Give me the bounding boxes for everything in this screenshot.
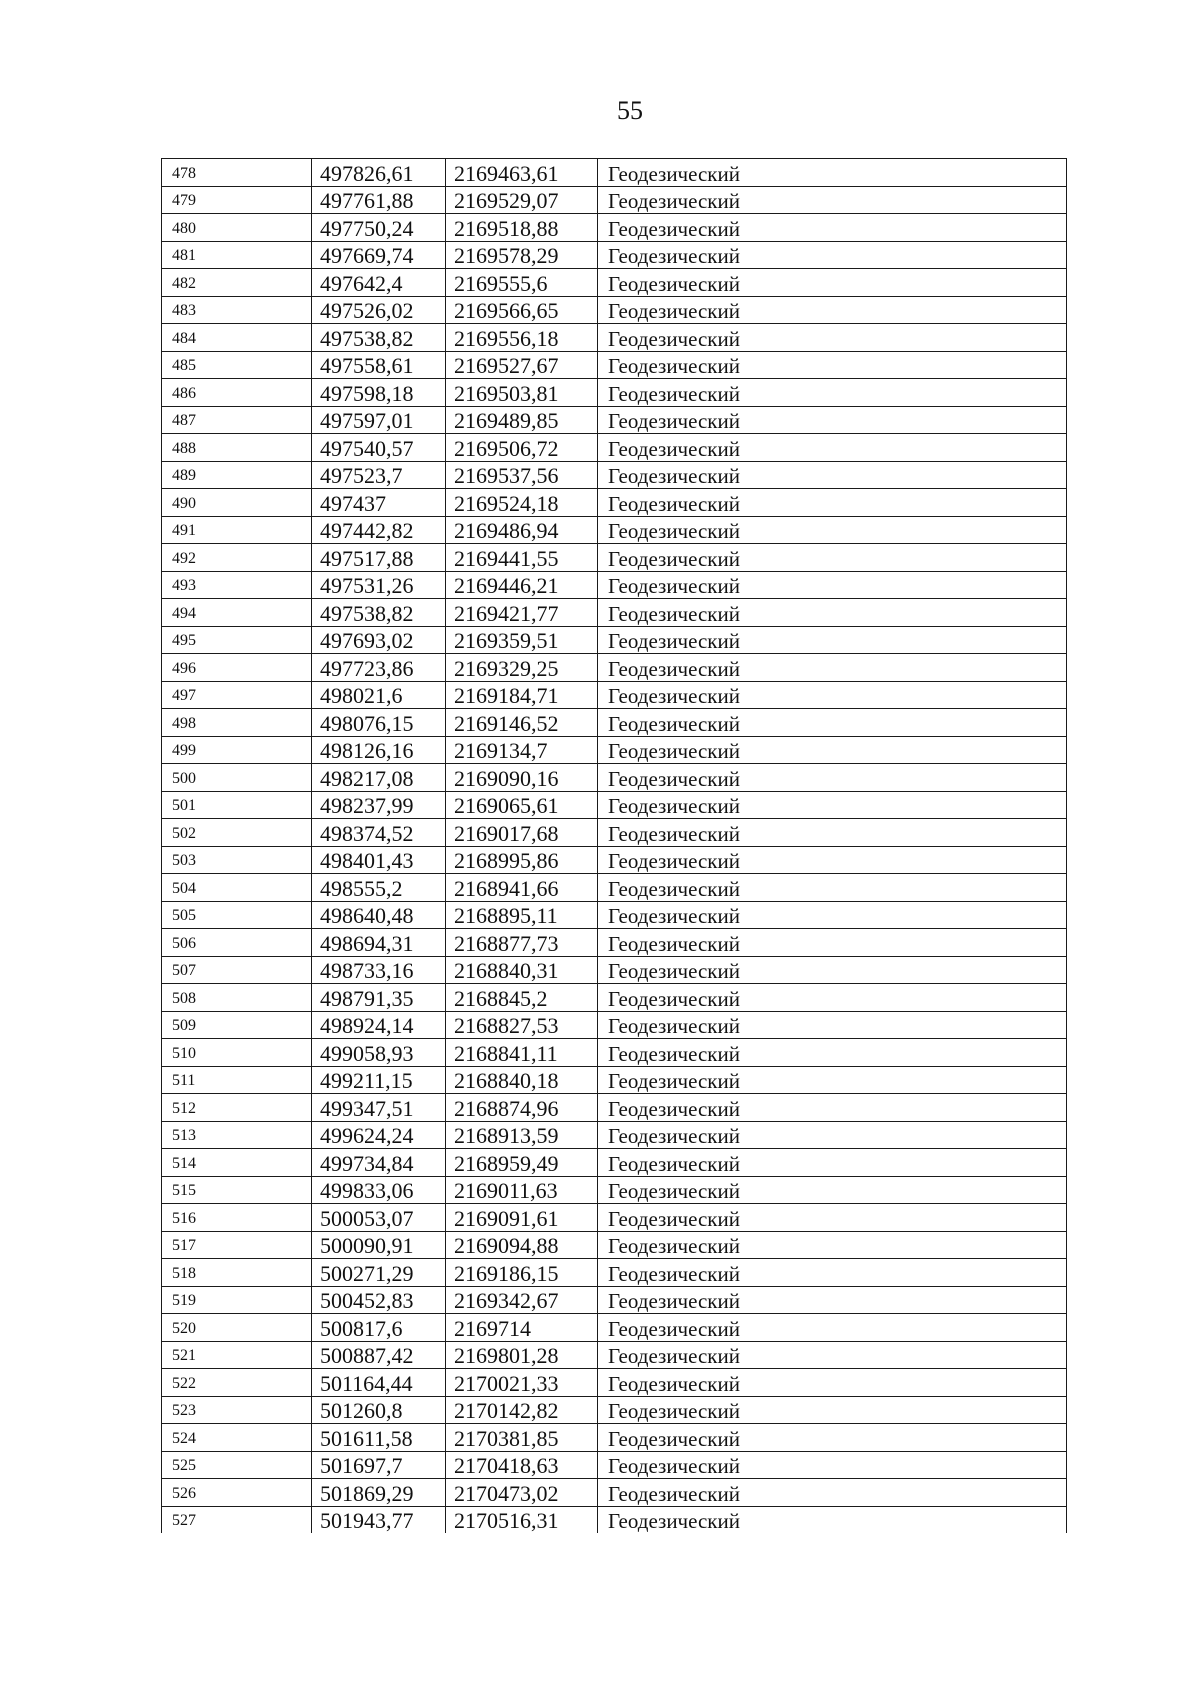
- coordinate-y-cell: 2169566,65: [446, 296, 598, 324]
- table-row: [162, 571, 1067, 599]
- point-number-cell: 519: [162, 1286, 312, 1314]
- table-row: [162, 846, 1067, 874]
- coordinate-y-cell: 2169017,68: [446, 819, 598, 847]
- coordinate-x-cell: 500271,29: [312, 1259, 446, 1287]
- coordinate-y-cell: 2168845,2: [446, 984, 598, 1012]
- coordinate-y-cell: 2169714: [446, 1314, 598, 1342]
- coordinate-y-cell: 2169527,67: [446, 351, 598, 379]
- coordinate-y-cell: 2169503,81: [446, 379, 598, 407]
- table-row: [162, 1286, 1067, 1314]
- point-number-cell: 495: [162, 626, 312, 654]
- coordinate-y-cell: 2168841,11: [446, 1039, 598, 1067]
- point-number-cell: 523: [162, 1396, 312, 1424]
- point-number-cell: 525: [162, 1451, 312, 1479]
- point-number-cell: 491: [162, 516, 312, 544]
- coordinate-x-cell: 497761,88: [312, 186, 446, 214]
- point-number-cell: 497: [162, 681, 312, 709]
- point-number-cell: 478: [162, 159, 312, 187]
- point-number-cell: 512: [162, 1094, 312, 1122]
- coordinate-x-cell: 501943,77: [312, 1506, 446, 1533]
- coordinate-y-cell: 2169537,56: [446, 461, 598, 489]
- point-type-cell: Геодезический: [598, 379, 1067, 407]
- coordinate-x-cell: 497642,4: [312, 269, 446, 297]
- table-row: [162, 1231, 1067, 1259]
- coordinate-x-cell: 497517,88: [312, 544, 446, 572]
- coordinate-y-cell: 2169529,07: [446, 186, 598, 214]
- coordinate-y-cell: 2169065,61: [446, 791, 598, 819]
- point-type-cell: Геодезический: [598, 764, 1067, 792]
- coordinate-x-cell: 498924,14: [312, 1011, 446, 1039]
- point-type-cell: Геодезический: [598, 269, 1067, 297]
- coordinate-x-cell: 497531,26: [312, 571, 446, 599]
- coordinate-x-cell: 498401,43: [312, 846, 446, 874]
- coordinate-x-cell: 498640,48: [312, 901, 446, 929]
- point-number-cell: 498: [162, 709, 312, 737]
- point-number-cell: 521: [162, 1341, 312, 1369]
- coordinate-x-cell: 497558,61: [312, 351, 446, 379]
- point-number-cell: 490: [162, 489, 312, 517]
- table-row: [162, 1314, 1067, 1342]
- coordinate-x-cell: 499624,24: [312, 1121, 446, 1149]
- coordinate-x-cell: 498555,2: [312, 874, 446, 902]
- point-type-cell: Геодезический: [598, 214, 1067, 242]
- coordinate-x-cell: 499833,06: [312, 1176, 446, 1204]
- table-row: [162, 296, 1067, 324]
- point-type-cell: Геодезический: [598, 929, 1067, 957]
- table-row: [162, 489, 1067, 517]
- point-type-cell: Геодезический: [598, 1259, 1067, 1287]
- table-row: [162, 1039, 1067, 1067]
- coordinate-y-cell: 2169146,52: [446, 709, 598, 737]
- table-row: [162, 874, 1067, 902]
- table-row: [162, 214, 1067, 242]
- coordinate-y-cell: 2168827,53: [446, 1011, 598, 1039]
- coordinate-x-cell: 497538,82: [312, 324, 446, 352]
- coordinate-x-cell: 501260,8: [312, 1396, 446, 1424]
- point-type-cell: Геодезический: [598, 296, 1067, 324]
- table-row: [162, 819, 1067, 847]
- coordinate-x-cell: 498237,99: [312, 791, 446, 819]
- point-type-cell: Геодезический: [598, 791, 1067, 819]
- coordinate-x-cell: 498733,16: [312, 956, 446, 984]
- coordinate-y-cell: 2168874,96: [446, 1094, 598, 1122]
- coordinate-y-cell: 2168840,18: [446, 1066, 598, 1094]
- table-row: [162, 461, 1067, 489]
- coordinate-x-cell: 499734,84: [312, 1149, 446, 1177]
- coordinate-x-cell: 500817,6: [312, 1314, 446, 1342]
- point-number-cell: 507: [162, 956, 312, 984]
- point-number-cell: 506: [162, 929, 312, 957]
- point-type-cell: Геодезический: [598, 874, 1067, 902]
- point-number-cell: 489: [162, 461, 312, 489]
- coordinate-y-cell: 2169463,61: [446, 159, 598, 187]
- point-type-cell: Геодезический: [598, 1149, 1067, 1177]
- point-type-cell: Геодезический: [598, 1479, 1067, 1507]
- table-row: [162, 434, 1067, 462]
- point-number-cell: 511: [162, 1066, 312, 1094]
- point-number-cell: 501: [162, 791, 312, 819]
- coordinate-x-cell: 497526,02: [312, 296, 446, 324]
- coordinate-y-cell: 2169359,51: [446, 626, 598, 654]
- table-row: [162, 1121, 1067, 1149]
- table-row: [162, 1259, 1067, 1287]
- point-number-cell: 510: [162, 1039, 312, 1067]
- point-type-cell: Геодезический: [598, 709, 1067, 737]
- coordinate-y-cell: 2169524,18: [446, 489, 598, 517]
- point-type-cell: Геодезический: [598, 1506, 1067, 1533]
- point-type-cell: Геодезический: [598, 1011, 1067, 1039]
- point-number-cell: 515: [162, 1176, 312, 1204]
- coordinate-x-cell: 497693,02: [312, 626, 446, 654]
- coordinate-y-cell: 2168995,86: [446, 846, 598, 874]
- point-type-cell: Геодезический: [598, 1094, 1067, 1122]
- table-row: [162, 1506, 1067, 1533]
- table-row: [162, 1011, 1067, 1039]
- point-type-cell: Геодезический: [598, 571, 1067, 599]
- table-row: [162, 901, 1067, 929]
- coordinate-x-cell: 498217,08: [312, 764, 446, 792]
- point-number-cell: 484: [162, 324, 312, 352]
- coordinates-table-body: [162, 159, 1067, 1534]
- page-number: 55: [617, 96, 643, 125]
- point-type-cell: Геодезический: [598, 681, 1067, 709]
- coordinate-x-cell: 501697,7: [312, 1451, 446, 1479]
- coordinate-y-cell: 2169446,21: [446, 571, 598, 599]
- table-row: [162, 599, 1067, 627]
- coordinate-y-cell: 2169441,55: [446, 544, 598, 572]
- coordinate-y-cell: 2169489,85: [446, 406, 598, 434]
- coordinate-x-cell: 497442,82: [312, 516, 446, 544]
- point-type-cell: Геодезический: [598, 544, 1067, 572]
- table-row: [162, 406, 1067, 434]
- point-type-cell: Геодезический: [598, 1231, 1067, 1259]
- point-number-cell: 485: [162, 351, 312, 379]
- table-row: [162, 159, 1067, 187]
- coordinate-x-cell: 497523,7: [312, 461, 446, 489]
- point-number-cell: 487: [162, 406, 312, 434]
- coordinate-y-cell: 2170418,63: [446, 1451, 598, 1479]
- point-number-cell: 505: [162, 901, 312, 929]
- table-row: [162, 351, 1067, 379]
- table-row: [162, 544, 1067, 572]
- coordinate-y-cell: 2169091,61: [446, 1204, 598, 1232]
- coordinate-x-cell: 499058,93: [312, 1039, 446, 1067]
- point-type-cell: Геодезический: [598, 159, 1067, 187]
- table-row: [162, 379, 1067, 407]
- coordinate-y-cell: 2169184,71: [446, 681, 598, 709]
- point-type-cell: Геодезический: [598, 736, 1067, 764]
- table-row: [162, 1369, 1067, 1397]
- point-number-cell: 517: [162, 1231, 312, 1259]
- table-row: [162, 1479, 1067, 1507]
- point-type-cell: Геодезический: [598, 241, 1067, 269]
- point-number-cell: 496: [162, 654, 312, 682]
- point-type-cell: Геодезический: [598, 1396, 1067, 1424]
- table-row: [162, 1094, 1067, 1122]
- point-number-cell: 509: [162, 1011, 312, 1039]
- point-number-cell: 482: [162, 269, 312, 297]
- point-number-cell: 494: [162, 599, 312, 627]
- point-number-cell: 488: [162, 434, 312, 462]
- coordinate-x-cell: 498694,31: [312, 929, 446, 957]
- point-type-cell: Геодезический: [598, 1066, 1067, 1094]
- point-type-cell: Геодезический: [598, 846, 1067, 874]
- coordinate-y-cell: 2169421,77: [446, 599, 598, 627]
- table-row: [162, 324, 1067, 352]
- coordinate-y-cell: 2168913,59: [446, 1121, 598, 1149]
- point-type-cell: Геодезический: [598, 489, 1067, 517]
- coordinate-x-cell: 498021,6: [312, 681, 446, 709]
- point-type-cell: Геодезический: [598, 1121, 1067, 1149]
- coordinate-x-cell: 497723,86: [312, 654, 446, 682]
- coordinate-y-cell: 2169134,7: [446, 736, 598, 764]
- point-type-cell: Геодезический: [598, 516, 1067, 544]
- point-type-cell: Геодезический: [598, 461, 1067, 489]
- point-type-cell: Геодезический: [598, 434, 1067, 462]
- table-row: [162, 709, 1067, 737]
- point-number-cell: 524: [162, 1424, 312, 1452]
- coordinate-y-cell: 2168959,49: [446, 1149, 598, 1177]
- point-type-cell: Геодезический: [598, 599, 1067, 627]
- coordinate-y-cell: 2169329,25: [446, 654, 598, 682]
- point-type-cell: Геодезический: [598, 956, 1067, 984]
- coordinate-y-cell: 2169506,72: [446, 434, 598, 462]
- table-row: [162, 516, 1067, 544]
- coordinate-y-cell: 2169556,18: [446, 324, 598, 352]
- table-row: [162, 654, 1067, 682]
- point-number-cell: 504: [162, 874, 312, 902]
- coordinate-x-cell: 497750,24: [312, 214, 446, 242]
- coordinate-x-cell: 500090,91: [312, 1231, 446, 1259]
- coordinate-y-cell: 2170142,82: [446, 1396, 598, 1424]
- table-row: [162, 241, 1067, 269]
- point-type-cell: Геодезический: [598, 1369, 1067, 1397]
- table-row: [162, 1424, 1067, 1452]
- table-row: [162, 681, 1067, 709]
- coordinate-x-cell: 500053,07: [312, 1204, 446, 1232]
- table-row: [162, 764, 1067, 792]
- point-number-cell: 492: [162, 544, 312, 572]
- coordinate-y-cell: 2169555,6: [446, 269, 598, 297]
- coordinate-y-cell: 2170381,85: [446, 1424, 598, 1452]
- point-number-cell: 480: [162, 214, 312, 242]
- table-row: [162, 1451, 1067, 1479]
- coordinate-x-cell: 500452,83: [312, 1286, 446, 1314]
- coordinate-y-cell: 2170516,31: [446, 1506, 598, 1533]
- coordinate-x-cell: 501869,29: [312, 1479, 446, 1507]
- coordinate-y-cell: 2168941,66: [446, 874, 598, 902]
- point-type-cell: Геодезический: [598, 654, 1067, 682]
- coordinate-x-cell: 498126,16: [312, 736, 446, 764]
- coordinate-x-cell: 497597,01: [312, 406, 446, 434]
- point-number-cell: 526: [162, 1479, 312, 1507]
- point-number-cell: 514: [162, 1149, 312, 1177]
- point-type-cell: Геодезический: [598, 1451, 1067, 1479]
- point-type-cell: Геодезический: [598, 901, 1067, 929]
- point-number-cell: 522: [162, 1369, 312, 1397]
- coordinate-y-cell: 2170021,33: [446, 1369, 598, 1397]
- point-number-cell: 502: [162, 819, 312, 847]
- point-type-cell: Геодезический: [598, 626, 1067, 654]
- table-row: [162, 626, 1067, 654]
- point-type-cell: Геодезический: [598, 1314, 1067, 1342]
- table-row: [162, 1204, 1067, 1232]
- coordinate-y-cell: 2168895,11: [446, 901, 598, 929]
- coordinate-y-cell: 2169486,94: [446, 516, 598, 544]
- point-type-cell: Геодезический: [598, 351, 1067, 379]
- table-row: [162, 956, 1067, 984]
- coordinate-x-cell: 497826,61: [312, 159, 446, 187]
- point-type-cell: Геодезический: [598, 984, 1067, 1012]
- table-row: [162, 1396, 1067, 1424]
- coordinate-y-cell: 2169801,28: [446, 1341, 598, 1369]
- coordinate-x-cell: 501611,58: [312, 1424, 446, 1452]
- point-number-cell: 499: [162, 736, 312, 764]
- coordinate-x-cell: 498076,15: [312, 709, 446, 737]
- table-row: [162, 1176, 1067, 1204]
- point-type-cell: Геодезический: [598, 1424, 1067, 1452]
- coordinate-y-cell: 2169090,16: [446, 764, 598, 792]
- point-type-cell: Геодезический: [598, 324, 1067, 352]
- coordinate-y-cell: 2170473,02: [446, 1479, 598, 1507]
- point-number-cell: 518: [162, 1259, 312, 1287]
- coordinates-table: [161, 158, 1067, 1533]
- coordinate-y-cell: 2169518,88: [446, 214, 598, 242]
- coordinate-y-cell: 2168840,31: [446, 956, 598, 984]
- table-row: [162, 791, 1067, 819]
- table-row: [162, 929, 1067, 957]
- point-type-cell: Геодезический: [598, 1341, 1067, 1369]
- coordinate-x-cell: 497437: [312, 489, 446, 517]
- point-number-cell: 500: [162, 764, 312, 792]
- point-number-cell: 483: [162, 296, 312, 324]
- coordinate-y-cell: 2168877,73: [446, 929, 598, 957]
- coordinate-x-cell: 497538,82: [312, 599, 446, 627]
- point-number-cell: 513: [162, 1121, 312, 1149]
- coordinate-x-cell: 497598,18: [312, 379, 446, 407]
- point-type-cell: Геодезический: [598, 1286, 1067, 1314]
- coordinate-y-cell: 2169186,15: [446, 1259, 598, 1287]
- point-type-cell: Геодезический: [598, 186, 1067, 214]
- point-number-cell: 481: [162, 241, 312, 269]
- point-number-cell: 486: [162, 379, 312, 407]
- coordinate-x-cell: 500887,42: [312, 1341, 446, 1369]
- coordinate-x-cell: 499211,15: [312, 1066, 446, 1094]
- point-type-cell: Геодезический: [598, 406, 1067, 434]
- point-number-cell: 520: [162, 1314, 312, 1342]
- point-type-cell: Геодезический: [598, 819, 1067, 847]
- table-row: [162, 1149, 1067, 1177]
- point-number-cell: 479: [162, 186, 312, 214]
- point-number-cell: 508: [162, 984, 312, 1012]
- coordinate-x-cell: 498791,35: [312, 984, 446, 1012]
- coordinate-x-cell: 497669,74: [312, 241, 446, 269]
- point-number-cell: 516: [162, 1204, 312, 1232]
- coordinate-y-cell: 2169578,29: [446, 241, 598, 269]
- coordinate-y-cell: 2169094,88: [446, 1231, 598, 1259]
- point-type-cell: Геодезический: [598, 1176, 1067, 1204]
- table-row: [162, 984, 1067, 1012]
- table-row: [162, 736, 1067, 764]
- coordinate-x-cell: 498374,52: [312, 819, 446, 847]
- coordinate-y-cell: 2169342,67: [446, 1286, 598, 1314]
- point-number-cell: 527: [162, 1506, 312, 1533]
- point-type-cell: Геодезический: [598, 1204, 1067, 1232]
- table-row: [162, 1066, 1067, 1094]
- point-type-cell: Геодезический: [598, 1039, 1067, 1067]
- coordinate-x-cell: 497540,57: [312, 434, 446, 462]
- coordinate-x-cell: 499347,51: [312, 1094, 446, 1122]
- table-row: [162, 1341, 1067, 1369]
- point-number-cell: 493: [162, 571, 312, 599]
- coordinate-y-cell: 2169011,63: [446, 1176, 598, 1204]
- point-number-cell: 503: [162, 846, 312, 874]
- table-row: [162, 269, 1067, 297]
- coordinate-x-cell: 501164,44: [312, 1369, 446, 1397]
- table-row: [162, 186, 1067, 214]
